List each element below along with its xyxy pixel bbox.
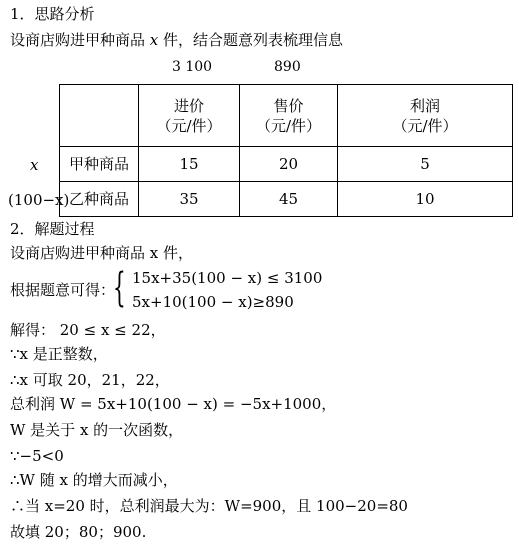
row2-cost: 35	[139, 182, 240, 217]
intro-prefix: 设商店购进甲种商品	[10, 31, 150, 49]
header-price: 售价 （元/件）	[240, 85, 338, 147]
left-brace-icon: {	[113, 265, 126, 311]
row1-count: x	[30, 156, 39, 174]
row2-profit: 10	[338, 182, 513, 217]
step-6: ∴W 随 x 的增大而减小，	[10, 471, 178, 489]
row2-name: 乙种商品	[60, 182, 139, 217]
header-profit: 利润 （元/件）	[338, 85, 513, 147]
step-4: W 是关于 x 的一次函数，	[10, 421, 184, 439]
step-3: 总利润 W = 5x+10(100 − x) = −5x+1000，	[10, 395, 337, 413]
row1-cost: 15	[139, 147, 240, 182]
step-1: ∵x 是正整数，	[10, 345, 108, 363]
row1-name: 甲种商品	[60, 147, 139, 182]
table-row	[60, 147, 513, 182]
header-cost: 进价 （元/件）	[139, 85, 240, 147]
total-profit-label: 890	[274, 59, 301, 75]
inequality-1: 15x+35(100 − x) ≤ 3100	[132, 269, 323, 287]
section1-title: 1．思路分析	[10, 5, 95, 23]
total-cost-label: 3 100	[172, 59, 213, 75]
step-7: ∴当 x=20 时，总利润最大为：W=900，且 100−20=80	[10, 497, 408, 515]
info-table	[59, 84, 513, 217]
intro-suffix: 件，结合题意列表梳理信息	[158, 31, 344, 49]
system-label: 根据题意可得：	[10, 281, 116, 299]
table-row	[60, 182, 513, 217]
step-2: ∴x 可取 20，21，22，	[10, 371, 170, 389]
intro-var: x	[149, 31, 159, 49]
inequality-2: 5x+10(100 − x)≥890	[132, 293, 294, 311]
section1-intro	[10, 30, 343, 50]
section2-intro: 设商店购进甲种商品 x 件，	[10, 244, 193, 262]
row1-profit: 5	[338, 147, 513, 182]
step-5: ∵−5<0	[10, 447, 64, 465]
answer-line: 故填 20；80；900.	[10, 523, 147, 541]
row2-count: (100−x)	[8, 191, 70, 209]
row1-price: 20	[240, 147, 338, 182]
section2-title: 2．解题过程	[10, 220, 95, 238]
table-header-row	[60, 85, 513, 147]
table-corner-cell	[60, 85, 139, 147]
solve-line: 解得： 20 ≤ x ≤ 22，	[10, 321, 166, 339]
row2-price: 45	[240, 182, 338, 217]
